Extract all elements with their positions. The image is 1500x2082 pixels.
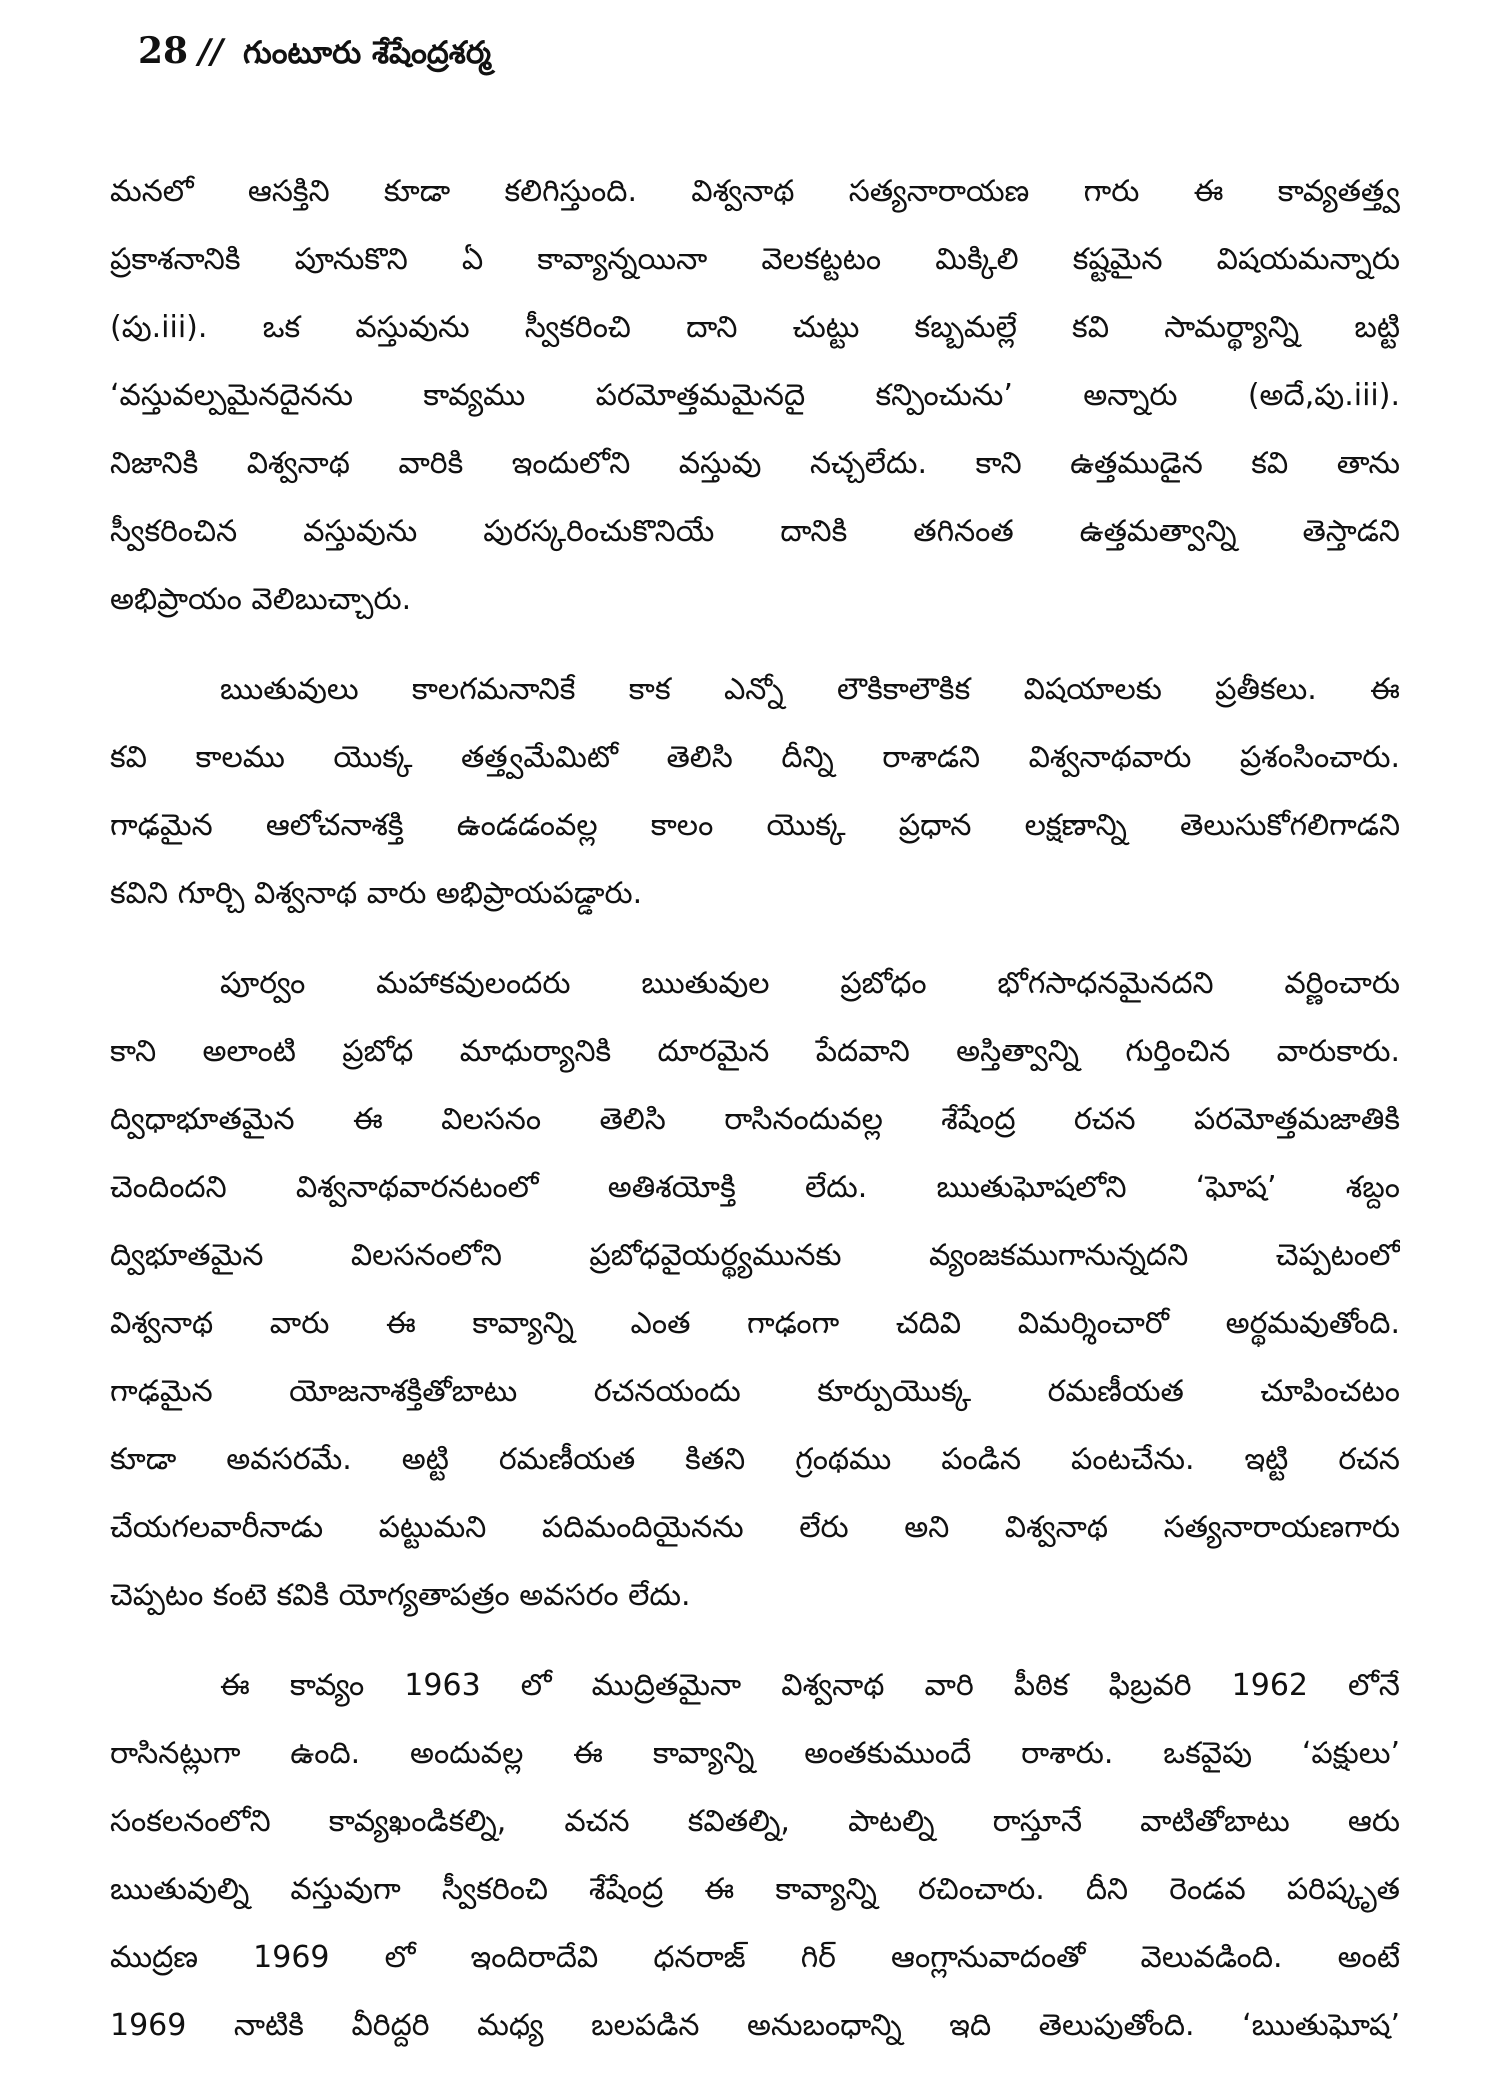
book-title: గుంటూరు శేషేంద్రశర్మ (242, 35, 492, 71)
paragraph (110, 950, 1400, 1630)
page-number: 28 (138, 30, 189, 72)
text-line: స్వీకరించిన వస్తువును పురస్కరించుకొనియే దానికి తగినంత ఉత్తమత్వాన్ని తెస్తాడని (110, 514, 1400, 549)
text-line: మనలో ఆసక్తిని కూడా కలిగిస్తుంది. విశ్వనాథ సత్యనారాయణ గారు ఈ కావ్యతత్త్వ (110, 174, 1400, 209)
text-line: ముద్రణ 1969 లో ఇందిరాదేవి ధనరాజ్ గిర్ ఆంగ్లానువాదంతో వెలువడింది. అంటే (110, 1940, 1400, 1975)
paragraph (110, 158, 1400, 634)
text-line: చెందిందని విశ్వనాథవారనటంలో అతిశయోక్తి లేదు. ఋతుఘోషలోని ‘ఘోష’ శబ్దం (110, 1170, 1400, 1205)
paragraph (110, 656, 1400, 928)
header-separator: // (198, 32, 223, 72)
text-line: గాఢమైన ఆలోచనాశక్తి ఉండడంవల్ల కాలం యొక్క ప్రధాన లక్షణాన్ని తెలుసుకోగలిగాడని (110, 808, 1400, 843)
text-line: గాఢమైన యోజనాశక్తితోబాటు రచనయందు కూర్పుయొక్క రమణీయత చూపించటం (110, 1374, 1400, 1409)
text-line: ఋతువుల్ని వస్తువుగా స్వీకరించి శేషేంద్ర ఈ కావ్యాన్ని రచించారు. దీని రెండవ పరిష్కృత (110, 1872, 1400, 1907)
text-line: సంకలనంలోని కావ్యఖండికల్ని, వచన కవితల్ని, పాటల్ని రాస్తూనే వాటితోబాటు ఆరు (110, 1804, 1400, 1839)
text-line: ద్విధాభూతమైన ఈ విలసనం తెలిసి రాసినందువల్ల శేషేంద్ర రచన పరమోత్తమజాతికి (110, 1102, 1400, 1137)
text-line: కూడా అవసరమే. అట్టి రమణీయత కితని గ్రంథము పండిన పంటచేను. ఇట్టి రచన (110, 1442, 1400, 1477)
text-line: ఋతువులు కాలగమనానికే కాక ఎన్నో లౌకికాలౌకిక విషయాలకు ప్రతీకలు. ఈ (220, 672, 1400, 707)
text-line: ఈ కావ్యం 1963 లో ముద్రితమైనా విశ్వనాథ వారి పీఠిక ఫిబ్రవరి 1962 లోనే (220, 1668, 1400, 1703)
text-line: నిజానికి విశ్వనాథ వారికి ఇందులోని వస్తువు నచ్చలేదు. కాని ఉత్తముడైన కవి తాను (110, 446, 1400, 481)
text-line: కవి కాలము యొక్క తత్త్వమేమిటో తెలిసి దీన్ని రాశాడని విశ్వనాథవారు ప్రశంసించారు. (110, 740, 1400, 775)
text-line: పూర్వం మహాకవులందరు ఋతువుల ప్రబోధం భోగసాధనమైనదని వర్ణించారు (220, 966, 1400, 1001)
text-line: చెప్పటం కంటె కవికి యోగ్యతాపత్రం అవసరం లేదు. (110, 1578, 691, 1613)
text-line: (పు.iii). ఒక వస్తువును స్వీకరించి దాని చుట్టు కబ్బమల్లే కవి సామర్థ్యాన్ని బట్టి (110, 310, 1400, 345)
text-line: 1969 నాటికి వీరిద్దరి మధ్య బలపడిన అనుబంధాన్ని ఇది తెలుపుతోంది. ‘ఋతుఘోష’ (110, 2008, 1400, 2043)
running-header (138, 30, 491, 80)
text-line: రాసినట్లుగా ఉంది. అందువల్ల ఈ కావ్యాన్ని అంతకుముందే రాశారు. ఒకవైపు ‘పక్షులు’ (110, 1736, 1400, 1771)
text-line: విశ్వనాథ వారు ఈ కావ్యాన్ని ఎంత గాఢంగా చదివి విమర్శించారో అర్థమవుతోంది. (110, 1306, 1400, 1341)
text-line: కాని అలాంటి ప్రబోధ మాధుర్యానికి దూరమైన పేదవాని అస్తిత్వాన్ని గుర్తించిన వారుకారు. (110, 1034, 1400, 1069)
text-line: అభిప్రాయం వెలిబుచ్చారు. (110, 582, 412, 617)
body-text (110, 158, 1400, 2082)
text-line: ‘వస్తువల్పమైనదైనను కావ్యము పరమోత్తమమైనదై కన్పించును’ అన్నారు (అదే,పు.iii). (110, 378, 1400, 413)
text-line: కవిని గూర్చి విశ్వనాథ వారు అభిప్రాయపడ్డారు. (110, 876, 643, 911)
text-line: ద్విభూతమైన విలసనంలోని ప్రబోధవైయర్థ్యమునకు వ్యంజకముగానున్నదని చెప్పటంలో (110, 1238, 1400, 1273)
paragraph (110, 1652, 1400, 2060)
text-line: ప్రకాశనానికి పూనుకొని ఏ కావ్యాన్నయినా వెలకట్టటం మిక్కిలి కష్టమైన విషయమన్నారు (110, 242, 1400, 277)
text-line: చేయగలవారీనాడు పట్టుమని పదిమందియైనను లేరు అని విశ్వనాథ సత్యనారాయణగారు (110, 1510, 1400, 1545)
